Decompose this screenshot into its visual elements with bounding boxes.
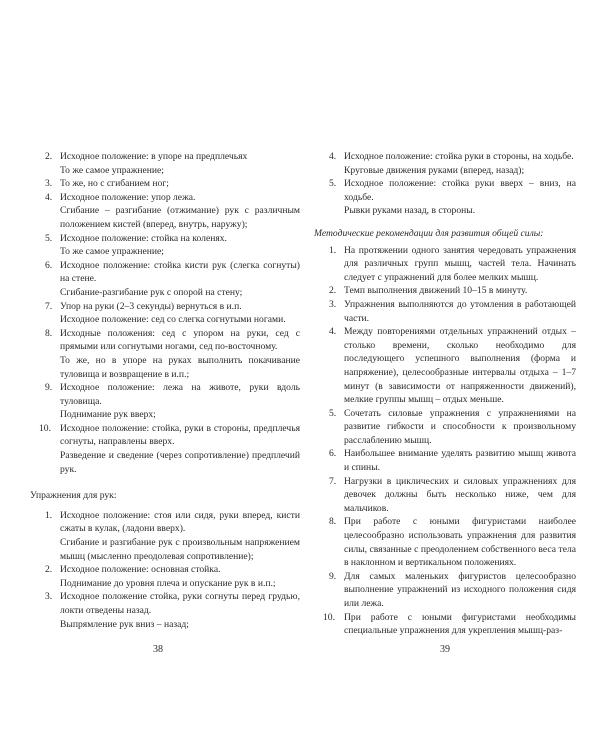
list-item (314, 407, 576, 448)
list-item (30, 509, 300, 536)
item-number: 1. (45, 509, 53, 521)
item-number: 8. (329, 516, 337, 528)
item-text: Исходное положение: стоя или сидя, руки вперед, кисти сжаты в кулак, (ладони вверх). (60, 509, 300, 535)
list-item (30, 177, 300, 191)
item-text: Упражнения выполняются до утомления в работающей части. (344, 298, 576, 324)
item-text: Исходное положение: стойка руки вверх – вниз, на ходьбе. (344, 178, 576, 203)
item-subtext: Поднимание рук вверх; (60, 409, 156, 421)
item-text: Исходное положение: упор лежа. (60, 191, 196, 203)
recommendations-list (314, 244, 576, 638)
list-item (314, 570, 576, 611)
item-number: 8. (45, 327, 53, 339)
list-item (314, 150, 576, 164)
list-item (30, 259, 300, 286)
item-number: 9. (329, 570, 337, 582)
list-item (314, 284, 576, 298)
item-number: 3. (45, 178, 53, 190)
item-text: Исходное положение: стойка, руки в стороны, предплечья согнуты, направлены вверх. (60, 422, 300, 448)
item-text: При работе с юными фигуристами наиболее целесообразно использовать упражнения для развития силы, связанные с преодолением собственного веса тела в наклонном и вертикальном положениях. (344, 516, 576, 569)
list-item (314, 325, 576, 407)
item-number: 4. (45, 191, 53, 203)
page-number-right: 39 (440, 644, 450, 655)
item-number: 2. (45, 151, 53, 162)
item-subtext: Сгибание и разгибание рук с произвольным напряжением мышц (мысленно преодолевая сопротивление); (60, 537, 300, 562)
item-text: Исходное положение: стойка на коленях. (60, 232, 227, 244)
item-number: 7. (45, 300, 53, 312)
item-subtext: Разведение и сведение (через сопротивление) предплечий рук. (60, 450, 300, 475)
list-item (30, 563, 300, 577)
item-subtext: Исходное положение: сед со слегка согнутыми ногами. (60, 314, 286, 326)
list-item (314, 611, 576, 638)
list-item (30, 232, 300, 246)
item-text: Исходное положение: стойка кисти рук (слегка согнуты) на стене. (60, 259, 300, 285)
item-subtext: Сгибание – разгибание (отжимание) рук с различным положением кистей (вперед, внутрь, наружу); (60, 205, 300, 230)
item-text: Исходное положение: в упоре на предплечьях (60, 151, 248, 162)
list-item (30, 191, 300, 205)
item-number: 6. (329, 448, 337, 460)
right-exercise-list (314, 150, 576, 218)
item-text: Наибольшее внимание уделять развитию мышц живота и спины. (344, 448, 576, 474)
item-text: Сочетать силовые упражнения с упражнениями на развитие гибкости и способности к произвольному расслаблению мышц. (344, 407, 576, 446)
item-subtext: Круговые движения руками (вперед, назад); (344, 164, 525, 176)
item-subtext: Выпрямление рук вниз – назад; (60, 618, 189, 630)
item-subtext: То же самое упражнение; (60, 246, 164, 258)
section-heading: Методические рекомендации для развития общей силы: (314, 227, 544, 239)
item-number: 3. (329, 298, 337, 310)
item-text: Исходное положение: основная стойка. (60, 564, 221, 576)
item-subtext: То же самое упражнение; (60, 164, 164, 176)
left-exercise-list (30, 150, 300, 476)
item-subtext: Рывки руками назад, в стороны. (344, 205, 476, 217)
arm-exercise-list (30, 509, 300, 631)
list-item (314, 177, 576, 204)
right-page (314, 150, 576, 638)
item-text: То же, но с сгибанием ног; (60, 178, 169, 190)
item-text: Нагрузки в циклических и силовых упражнениях для девочек должны быть несколько ниже, чем для мальчиков. (344, 475, 576, 514)
list-item (30, 300, 300, 314)
item-text: Исходное положение: стойка руки в стороны, на ходьбе. (344, 151, 574, 162)
item-number: 6. (45, 259, 53, 271)
list-item (30, 150, 300, 164)
list-item (314, 515, 576, 569)
item-number: 5. (45, 232, 53, 244)
item-text: Исходное положение стойка, руки согнуты перед грудью, локти отведены назад. (60, 591, 300, 616)
item-subtext: То же, но в упоре на руках выполнить покачивание туловища и возвращение в и.п.; (60, 354, 300, 380)
item-text: Для самых маленьких фигуристов целесообразно выполнение упражнений из исходного положения сидя или лежа. (344, 570, 576, 609)
item-text: Исходные положения: сед с упором на руки, сед с прямыми или согнутыми ногами, сед по-восточному. (60, 327, 300, 353)
list-item (314, 475, 576, 516)
item-number: 2. (329, 285, 337, 297)
list-item (30, 381, 300, 408)
item-number: 1. (329, 244, 337, 256)
item-subtext: Поднимание до уровня плеча и опускание рук в и.п.; (60, 577, 276, 589)
item-number: 4. (329, 151, 337, 162)
list-item (314, 298, 576, 325)
item-text: Темп выполнения движений 10–15 в минуту. (344, 285, 528, 297)
item-text: Между повторениями отдельных упражнений отдых – столько времени, сколько необходимо для последующего успешного выполнения (форма и напряжение), целесообразные интервалы отдыха – 1–7 минут (в зависимости от напряженности движений), мелкие группы мышц – отдых меньше. (344, 326, 576, 406)
item-number: 10. (39, 422, 51, 434)
list-item (30, 590, 300, 617)
item-text: Исходное положение: лежа на животе, руки вдоль туловища. (60, 382, 300, 407)
item-text: Упор на руки (2–3 секунды) вернуться в и.п. (60, 300, 242, 312)
item-number: 5. (329, 178, 337, 190)
item-subtext: Сгибание-разгибание рук с опорой на стену; (60, 286, 243, 298)
item-number: 2. (45, 564, 53, 576)
item-text: На протяжении одного занятия чередовать упражнения для различных групп мышц, частей тела. Начинать следует с упражнений для более мелких мышц. (344, 244, 576, 283)
left-page (30, 150, 300, 631)
list-item (30, 422, 300, 449)
section-heading: Упражнения для рук: (30, 490, 117, 502)
item-text: При работе с юными фигуристами необходимы специальные упражнения для укрепления мышц-раз- (344, 611, 576, 637)
page-number-left: 38 (153, 644, 163, 655)
item-number: 10. (323, 611, 335, 623)
list-item (30, 327, 300, 354)
item-number: 7. (329, 475, 337, 487)
item-number: 9. (45, 382, 53, 394)
list-item (314, 244, 576, 285)
list-item (314, 447, 576, 474)
item-number: 5. (329, 407, 337, 419)
item-number: 4. (329, 326, 337, 338)
item-number: 3. (45, 591, 53, 603)
